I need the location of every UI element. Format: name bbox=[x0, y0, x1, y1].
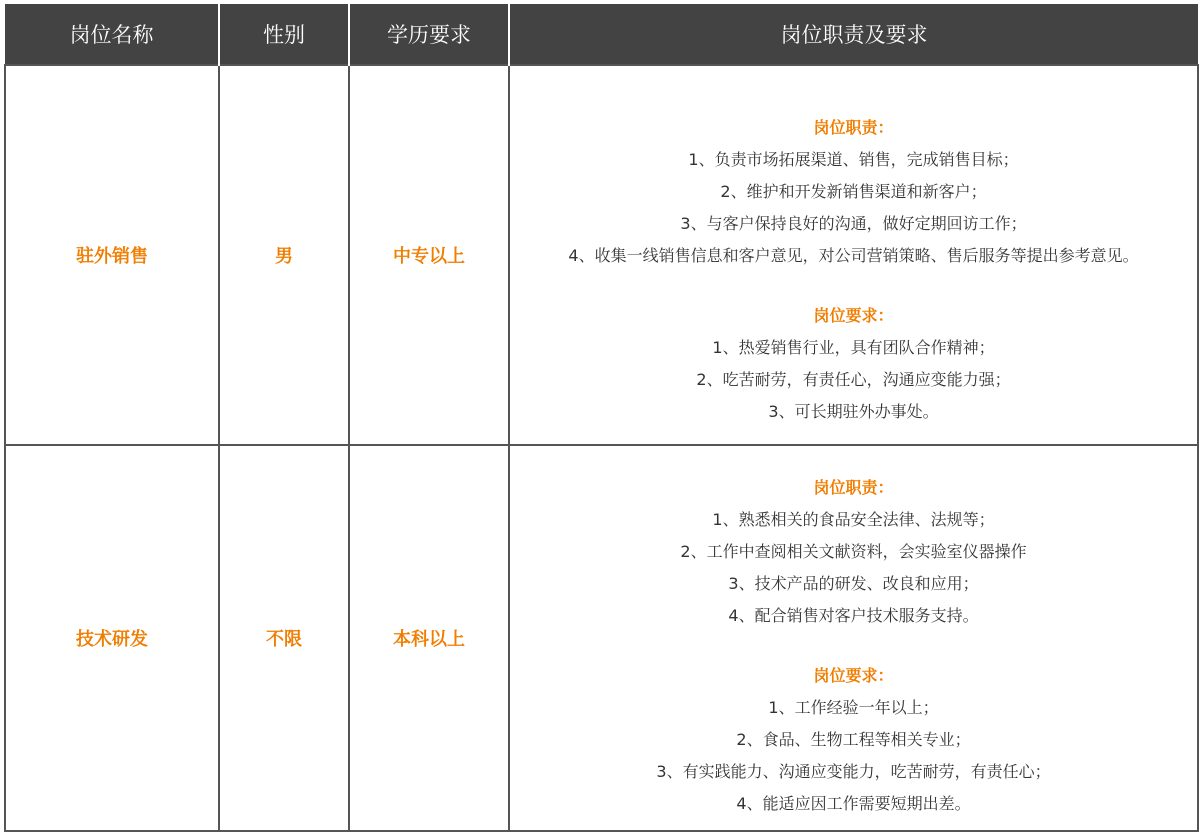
list-item: 1、负责市场拓展渠道、销售，完成销售目标； bbox=[688, 149, 1019, 169]
position-name: 驻外销售 bbox=[5, 65, 219, 445]
table-row bbox=[5, 65, 1198, 445]
gender: 不限 bbox=[219, 445, 349, 831]
list-item: 2、吃苦耐劳，有责任心，沟通应变能力强； bbox=[696, 369, 1011, 389]
header-gender: 性别 bbox=[219, 4, 349, 65]
header-position-name: 岗位名称 bbox=[5, 4, 219, 65]
duties-heading: 岗位职责： bbox=[813, 117, 894, 137]
education-requirement: 本科以上 bbox=[349, 445, 509, 831]
list-item: 2、维护和开发新销售渠道和新客户； bbox=[720, 181, 987, 201]
gender: 男 bbox=[219, 65, 349, 445]
list-item: 4、收集一线销售信息和客户意见，对公司营销策略、售后服务等提出参考意见。 bbox=[568, 245, 1139, 265]
list-item: 3、技术产品的研发、改良和应用； bbox=[728, 574, 979, 593]
duties-and-requirements bbox=[509, 65, 1198, 445]
duties-heading: 岗位职责： bbox=[813, 478, 894, 497]
list-item: 1、熟悉相关的食品安全法律、法规等； bbox=[712, 510, 995, 529]
list-item: 3、有实践能力、沟通应变能力，吃苦耐劳，有责任心； bbox=[656, 762, 1051, 781]
table-row bbox=[5, 445, 1198, 831]
requirements-heading: 岗位要求： bbox=[813, 305, 894, 325]
list-item: 1、工作经验一年以上； bbox=[768, 698, 939, 717]
duties-and-requirements bbox=[509, 445, 1198, 831]
list-item: 2、食品、生物工程等相关专业； bbox=[736, 730, 971, 749]
list-item: 4、能适应因工作需要短期出差。 bbox=[736, 794, 971, 813]
education-requirement: 中专以上 bbox=[349, 65, 509, 445]
list-item: 3、与客户保持良好的沟通，做好定期回访工作； bbox=[680, 213, 1027, 233]
list-item: 1、热爱销售行业，具有团队合作精神； bbox=[712, 337, 995, 357]
list-item: 4、配合销售对客户技术服务支持。 bbox=[728, 606, 979, 625]
header-duties-requirements: 岗位职责及要求 bbox=[509, 4, 1198, 65]
requirements-heading: 岗位要求： bbox=[813, 666, 894, 685]
position-name: 技术研发 bbox=[5, 445, 219, 831]
job-table bbox=[4, 4, 1199, 832]
header-education: 学历要求 bbox=[349, 4, 509, 65]
list-item: 2、工作中查阅相关文献资料，会实验室仪器操作 bbox=[680, 542, 1027, 561]
list-item: 3、可长期驻外办事处。 bbox=[768, 401, 939, 421]
table-header-row bbox=[5, 4, 1198, 65]
